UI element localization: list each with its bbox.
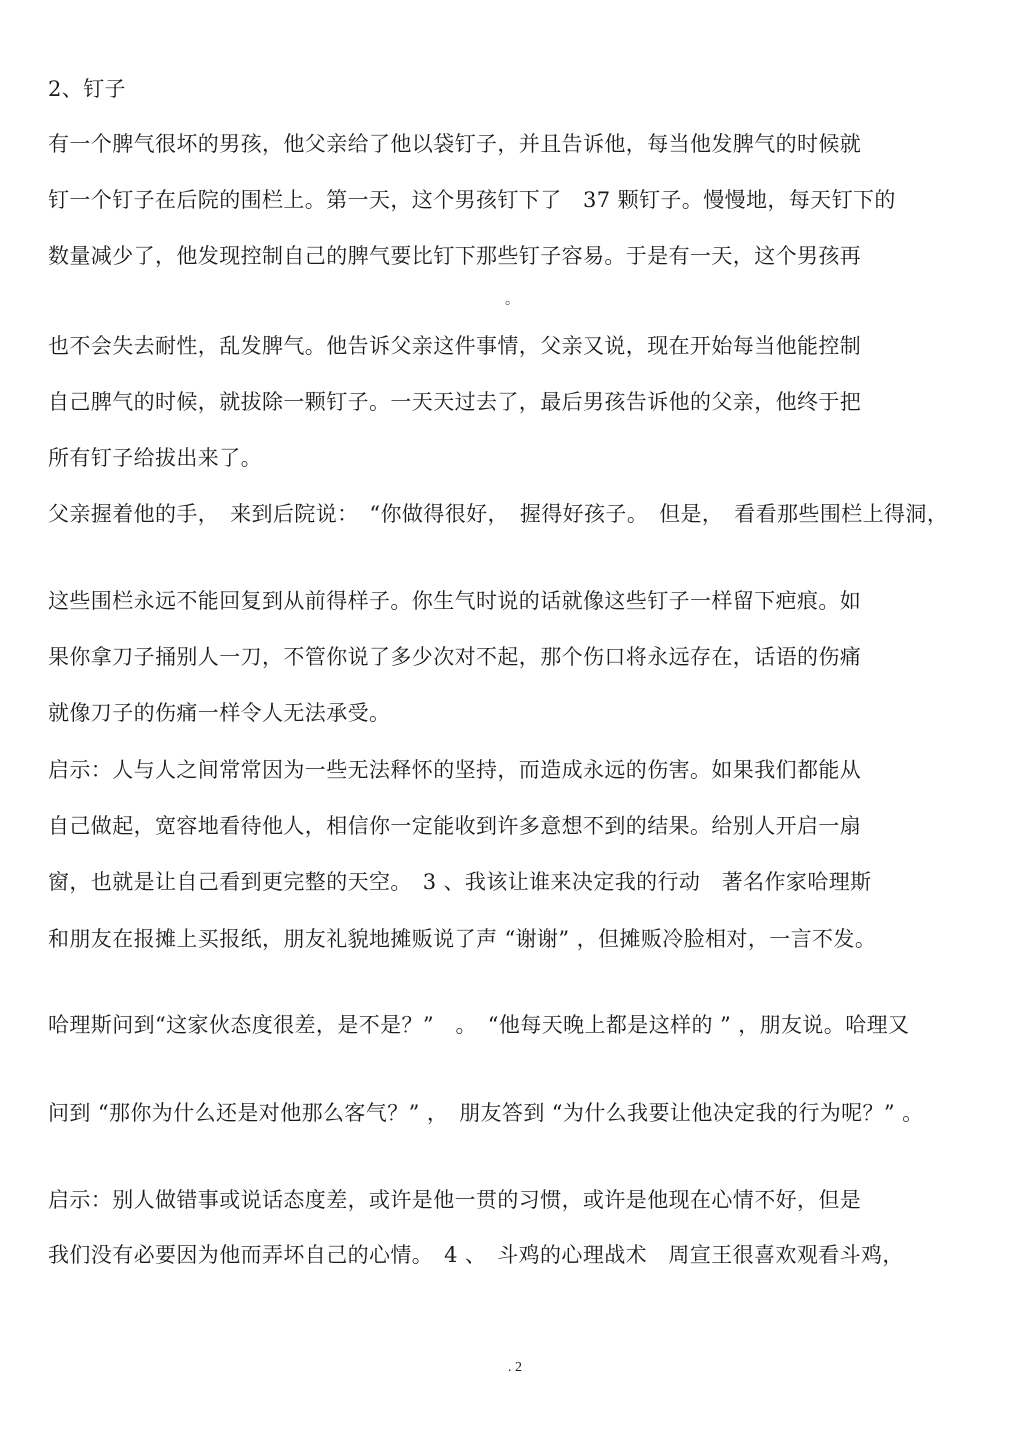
text-line-15: 哈理斯问到“这家伙态度很差，是不是？” 。 “他每天晚上都是这样的 ” ，朋友说。哈理又 [48, 1013, 910, 1037]
text-line-12: 自己做起，宽容地看待他人，相信你一定能收到许多意想不到的结果。给别人开启一扇 [48, 814, 862, 838]
text-line-18: 我们没有必要因为他而弄坏自己的心情。 4 、 斗鸡的心理战术 周宣王很喜欢观看斗鸡， [48, 1243, 904, 1267]
page-number: . 2 [508, 1360, 522, 1375]
text-line-8: 这些围栏永远不能回复到从前得样子。你生气时说的话就像这些钉子一样留下疤痕。如 [48, 589, 862, 613]
text-line-9: 果你拿刀子捅别人一刀，不管你说了多少次对不起，那个伤口将永远存在，话语的伤痛 [48, 645, 862, 669]
text-line-2: 钉一个钉子在后院的围栏上。第一天，这个男孩钉下了 37 颗钉子。慢慢地，每天钉下的 [48, 188, 896, 212]
text-line-14: 和朋友在报摊上买报纸，朋友礼貌地摊贩说了声 “谢谢” ，但摊贩冷脸相对，一言不发。 [48, 927, 877, 951]
text-line-1: 有一个脾气很坏的男孩，他父亲给了他以袋钉子，并且告诉他，每当他发脾气的时候就 [48, 132, 862, 156]
text-line-10: 就像刀子的伤痛一样令人无法承受。 [48, 701, 391, 725]
text-line-5: 自己脾气的时候，就拔除一颗钉子。一天天过去了，最后男孩告诉他的父亲，他终于把 [48, 390, 862, 414]
text-line-17: 启示：别人做错事或说话态度差，或许是他一贯的习惯，或许是他现在心情不好，但是 [48, 1188, 862, 1212]
text-line-16: 问到 “那你为什么还是对他那么客气？” ， 朋友答到 “为什么我要让他决定我的行为呢？” 。 [48, 1101, 924, 1125]
text-line-7: 父亲握着他的手， 来到后院说： “你做得很好， 握得好孩子。 但是， 看看那些围栏上得洞， [48, 502, 949, 526]
text-line-3: 数量减少了，他发现控制自己的脾气要比钉下那些钉子容易。于是有一天，这个男孩再 [48, 244, 862, 268]
text-line-4: 也不会失去耐性，乱发脾气。他告诉父亲这件事情，父亲又说，现在开始每当他能控制 [48, 334, 862, 358]
text-line-11: 启示：人与人之间常常因为一些无法释怀的坚持，而造成永远的伤害。如果我们都能从 [48, 758, 862, 782]
text-line-13: 窗，也就是让自己看到更完整的天空。 3 、我该让谁来决定我的行动 著名作家哈理斯 [48, 870, 872, 894]
section-heading: 2、钉子 [48, 77, 126, 101]
text-line-6: 所有钉子给拔出来了。 [48, 446, 262, 470]
separator-dot: 。 [505, 292, 519, 308]
